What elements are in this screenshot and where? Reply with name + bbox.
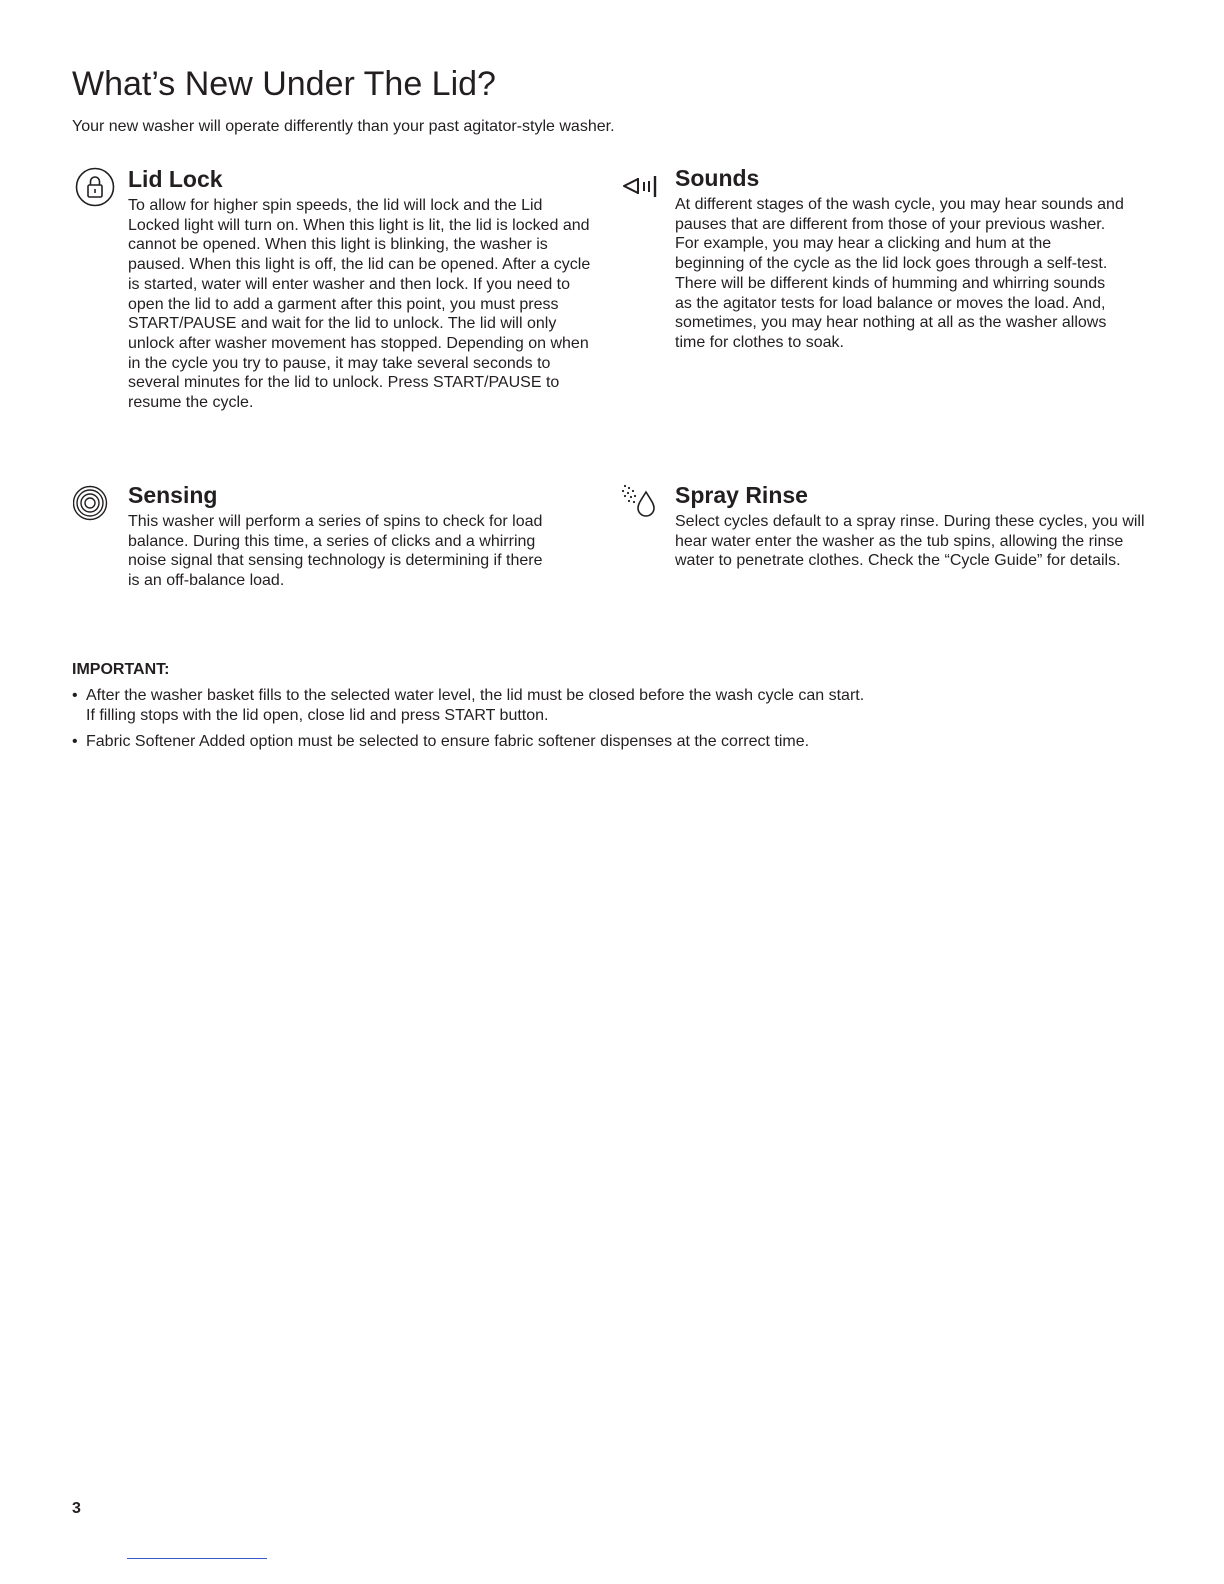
- feature-body: At different stages of the wash cycle, you may hear sounds and pauses that are different from those of your previous washer. For example, you may hear a clicking and hum at the beginning of the cycle as the lid lock goes through a self-test. There will be different kinds of humming and whirring sounds as the agitator tests for load balance or moves the load. And, sometimes, you may hear nothing at all as the washer allows time for clothes to soak.: [675, 196, 1124, 351]
- important-list: [72, 686, 1152, 752]
- important-notes: [72, 660, 1152, 758]
- feature-sounds: [620, 165, 1160, 385]
- bullet-icon: •: [72, 733, 78, 750]
- important-heading: IMPORTANT:: [72, 661, 170, 678]
- feature-lid-lock: [73, 166, 613, 446]
- feature-spray-rinse: [620, 482, 1180, 602]
- list-item-text: If filling stops with the lid open, close lid and press START button.: [86, 707, 549, 724]
- feature-sensing: [73, 482, 613, 602]
- list-item: [72, 686, 1152, 726]
- feature-title: Sounds: [675, 165, 760, 191]
- feature-body: This washer will perform a series of spins to check for load balance. During this time, a series of clicks and a whirring noise signal that sensing technology is determining if there is an off-balance load.: [128, 513, 543, 590]
- spray-drop-icon: [620, 482, 670, 532]
- page-number: 3: [72, 1500, 81, 1517]
- feature-body: Select cycles default to a spray rinse. During these cycles, you will hear water enter the washer as the tub spins, allowing the rinse water to penetrate clothes. Check the “Cycle Guide” for details.: [675, 513, 1145, 570]
- feature-title: Sensing: [128, 482, 218, 508]
- feature-title: Spray Rinse: [675, 482, 808, 508]
- feature-title: Lid Lock: [128, 166, 223, 192]
- feature-body: To allow for higher spin speeds, the lid will lock and the Lid Locked light will turn on. When this light is lit, the lid is locked and cannot be opened. When this light is blinking, the washer is paused. When this light is off, the lid can be opened. After a cycle is started, water will enter washer and then lock. If you need to open the lid to add a garment after this point, you must press START/PAUSE and wait for the lid to unlock. The lid will only unlock after washer movement has stopped. Depending on when in the cycle you try to pause, it may take several seconds to several minutes for the lid to unlock. Press START/PAUSE to resume the cycle.: [128, 197, 591, 412]
- speaker-icon: [620, 165, 670, 215]
- list-item: [72, 732, 1152, 752]
- footer-rule: [127, 1558, 267, 1559]
- lock-icon: [73, 166, 123, 216]
- sensing-icon: [73, 482, 123, 532]
- page-title: What’s New Under The Lid?: [72, 65, 496, 103]
- bullet-icon: •: [72, 687, 78, 704]
- page-subtitle: Your new washer will operate differently than your past agitator-style washer.: [72, 118, 615, 135]
- list-item-text: Fabric Softener Added option must be selected to ensure fabric softener dispenses at the correct time.: [86, 733, 810, 750]
- list-item-text: After the washer basket fills to the selected water level, the lid must be closed before the wash cycle can start.: [86, 687, 865, 704]
